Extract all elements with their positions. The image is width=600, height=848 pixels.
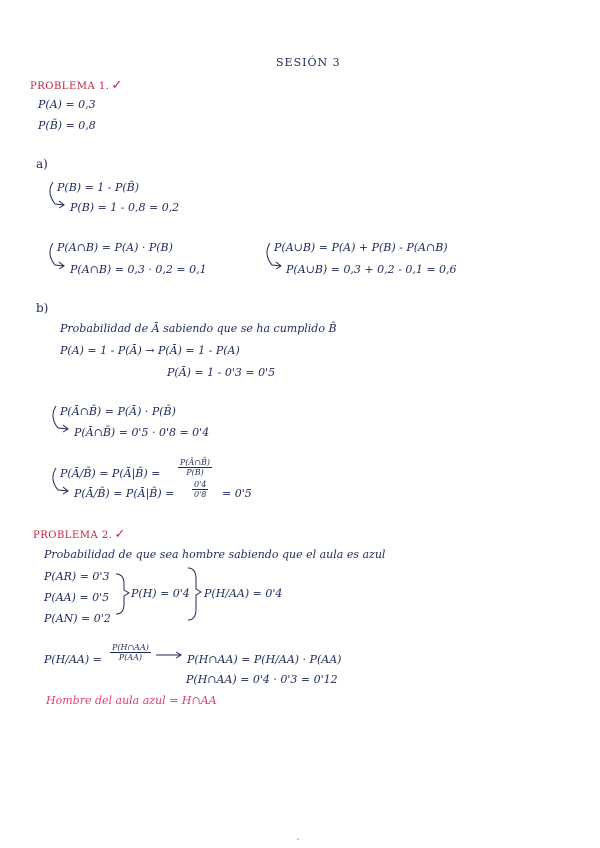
checkmark-icon: ✓ [114,527,126,542]
bayes-formula-rhs: P(H∩AA) = P(H/AA) · P(AA) [187,653,342,666]
fraction-numerator: P(H∩AA) [112,643,149,652]
given-pha: P(H/AA) = 0'4 [204,587,283,600]
page-title: SESIÓN 3 [276,56,341,69]
given-paa: P(AA) = 0'5 [44,591,110,604]
union-result: P(A∪B) = 0,3 + 0,2 - 0,1 = 0,6 [286,263,457,276]
complement-result: P(Ā) = 1 - 0'3 = 0'5 [167,366,276,379]
curved-arrow-icon [50,182,64,208]
curved-arrow-icon [53,468,68,494]
checkmark-icon: ✓ [111,78,123,93]
fraction-numerator: P(Ā∩B̄) [180,458,210,467]
given-pa: P(A) = 0,3 [38,98,96,111]
fraction-denominator: 0'8 [194,490,207,499]
curved-arrow-icon [267,243,281,269]
fraction-numerator: 0'4 [194,480,207,489]
bayes-formula-lhs: P(H/AA) = [44,653,102,666]
pb-formula: P(B) = 1 - P(B̄) [57,181,140,194]
bracket-icon [188,568,201,620]
union-formula: P(A∪B) = P(A) + P(B) - P(A∩B) [274,241,448,254]
bayes-result: P(H∩AA) = 0'4 · 0'3 = 0'12 [186,673,338,686]
conditional-result-lhs: P(Ā/B̄) = P(Ā|B̄) = [74,487,175,500]
conditional-result-value: = 0'5 [222,487,252,500]
problem-2-heading-text: PROBLEMA 2. [33,530,113,541]
conditional-formula-lhs: P(Ā/B̄) = P(Ā|B̄) = [60,467,161,480]
fraction-denominator: P(AA) [118,653,143,662]
complement-formula: P(A) = 1 - P(Ā) → P(Ā) = 1 - P(A) [60,344,240,357]
highlighted-note: Hombre del aula azul = H∩AA [46,694,217,707]
given-ph: P(H) = 0'4 [131,587,190,600]
bracket-icon [116,574,129,614]
paper-mark [297,838,299,840]
section-b-label: b) [36,301,49,315]
section-a-label: a) [36,157,48,171]
intersection-formula: P(A∩B) = P(A) · P(B) [57,241,173,254]
pb-result: P(B) = 1 - 0,8 = 0,2 [70,201,180,214]
section-b-statement: Probabilidad de Ā sabiendo que se ha cumplido B̄ [60,322,337,335]
problem-1-heading-text: PROBLEMA 1. [30,81,110,92]
given-par: P(AR) = 0'3 [44,570,110,583]
curved-arrow-icon [50,243,64,269]
given-pan: P(AN) = 0'2 [44,612,111,625]
b-intersection-result: P(Ā∩B̄) = 0'5 · 0'8 = 0'4 [74,426,210,439]
intersection-result: P(A∩B) = 0,3 · 0,2 = 0,1 [70,263,207,276]
fraction-denominator: P(B̄) [186,468,204,477]
problem-2-statement: Probabilidad de que sea hombre sabiendo que el aula es azul [44,548,386,561]
given-pbbar: P(B̄) = 0,8 [38,119,96,132]
b-intersection-formula: P(Ā∩B̄) = P(Ā) · P(B̄) [60,405,176,418]
curved-arrow-icon [53,406,68,432]
arrow-icon [156,652,181,658]
